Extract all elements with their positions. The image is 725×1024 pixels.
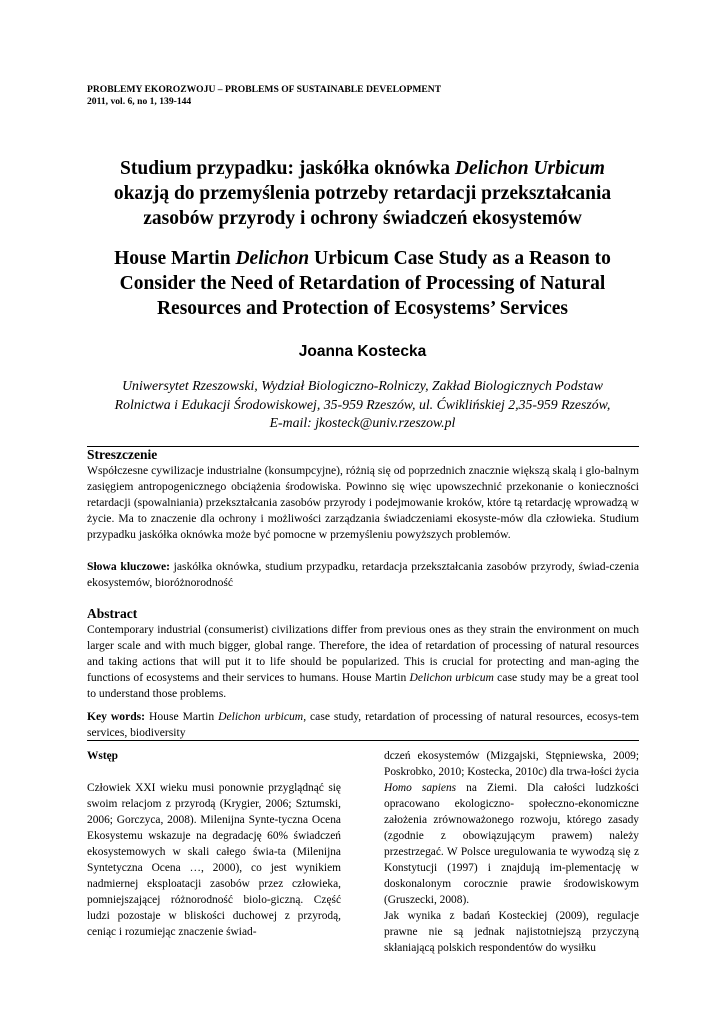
abstract-text-a: Contemporary industrial (consumerist) civilizations differ from previous ones as they strain the environment on much larger scale and with much bigger, global range. Therefore, the idea of retardation of processing of natural resources and taking actions that will put it to life should be popularized. This is crucial for protecting and man-aging the functions of ecosystems and their services to humans. House Martin (87, 623, 639, 684)
wstep-paragraph-1: Człowiek XXI wieku musi ponownie przyglądnąć się swoim relacjom z przyrodą (Krygier, 2006; Sztumski, 2006; Gorczyca, 2008). Milenijna Synte-tyczna Ocena Ekosystemu wskazuje na degradację 60% świadczeń ekosystemowych w skali całego świa-ta (Milenijna Syntetyczna Ocena …, 2000), co jest wynikiem nadmiernej eksploatacji zasobów przez człowieka, pomniejszającej różnorodność biolo-giczną. Część ludzi pozostaje w bliskości duchowej z przyrodą, ceniąc i rozumiejąc znaczenie świad- (87, 782, 341, 938)
slowa-kluczowe (87, 559, 639, 591)
right-paragraph-2: Jak wynika z badań Kosteckiej (2009), regulacje prawne nie są jednak najistotniejszą przyczyną skłaniającą polskich respondentów do wysiłku (384, 910, 639, 954)
section-heading-wstep: Wstęp (87, 750, 119, 762)
divider-top (87, 446, 639, 447)
right-paragraph-1a: dczeń ekosystemów (Mizgajski, Stępniewska, 2009; Poskrobko, 2010; Kostecka, 2010c) dla trwa-łości życia (384, 750, 639, 778)
abstract-text-b: case study may be a great tool to understand those problems. (87, 671, 639, 700)
journal-header (87, 84, 441, 108)
title-pl-line3: zasobów przyrody i ochrony świadczeń ekosystemów (143, 208, 582, 229)
right-paragraph-1b: na Ziemi. Dla całości ludzkości opracowano ekologiczno- społeczno-ekonomiczne założenia zrównoważonego rozwoju, którego zasady (zgodnie z obowiązującym prawem) należy przestrzegać. W Polsce uregulowania te wywodzą się z Konstytucji (1997) i znajdują im-plementację w doskonalonym corocznie prawie środowiskowym (Gruszecki, 2008). (384, 782, 639, 906)
journal-name: PROBLEMY EKOROZWOJU – PROBLEMS OF SUSTAINABLE DEVELOPMENT (87, 84, 442, 95)
key-words (87, 709, 639, 741)
author-email: E-mail: jkosteck@univ.rzeszow.pl (269, 415, 456, 430)
title-en-line2: Consider the Need of Retardation of Processing of Natural (119, 273, 606, 294)
title-en-genus: Delichon (235, 248, 310, 269)
key-words-text-a: House Martin (145, 710, 219, 723)
right-paragraph-1 (384, 748, 639, 908)
abstract-heading: Abstract (87, 606, 138, 621)
slowa-kluczowe-label: Słowa kluczowe: (87, 560, 170, 573)
key-words-label: Key words: (87, 710, 146, 723)
title-english (60, 246, 665, 321)
title-en-line1b: Urbicum Case Study as a Reason to (309, 248, 611, 269)
title-pl-line1: Studium przypadku: jaskółka oknówka (120, 158, 455, 179)
key-words-species: Delichon urbicum (218, 710, 304, 723)
divider-bottom (87, 740, 639, 741)
title-pl-species: Delichon Urbicum (454, 158, 605, 179)
streszczenie-text: Współczesne cywilizacje industrialne (konsumpcyjne), różnią się od poprzednich znacznie większą skalą i glo-balnym zasięgiem antropogenicznego obciążenia środowiska. Powinno się więc upowszechnić przekonanie o konieczności retardacji (spowalniania) przekształcania zasobów przyrody i podejmowanie kroków, które tą retardację wprowadzą w życie. Ma to znaczenie dla ochrony i możliwości zarządzania świadczeniami ekosyste-mów dla człowieka. Studium przypadku jaskółka oknówka może być pomocne w przemyśleniu powyższych problemów. (87, 464, 639, 541)
slowa-kluczowe-text: jaskółka oknówka, studium przypadku, retardacja przekształcania zasobów przyrody, świad-czenia ekosystemów, bioróżnorodność (87, 560, 639, 589)
title-en-line3: Resources and Protection of Ecosystems’ Services (156, 298, 569, 319)
abstract-text (87, 622, 639, 702)
affiliation-line2: Rolnictwa i Edukacji Środowiskowej, 35-959 Rzeszów, ul. Ćwiklińskiej 2,35-959 Rzeszów, (114, 396, 611, 412)
author-name: Joanna Kostecka (298, 343, 427, 360)
column-left (87, 748, 341, 940)
abstract-species: Delichon urbicum (409, 671, 494, 684)
affiliation-line1: Uniwersytet Rzeszowski, Wydział Biologiczno-Rolniczy, Zakład Biologicznych Podstaw (122, 378, 603, 393)
author-affiliation (80, 377, 645, 433)
key-words-text-b: , case study, retardation of processing of natural resources, ecosys-tem services, biodiversity (87, 710, 639, 739)
streszczenie-heading: Streszczenie (87, 447, 158, 462)
title-pl-line2: okazją do przemyślenia potrzeby retardacji przekształcania (113, 183, 612, 204)
right-species: Homo sapiens (384, 782, 457, 794)
title-en-line1a: House Martin (114, 248, 236, 269)
title-polish (60, 156, 665, 231)
column-right (384, 748, 639, 956)
journal-issue: 2011, vol. 6, no 1, 139-144 (87, 96, 192, 107)
